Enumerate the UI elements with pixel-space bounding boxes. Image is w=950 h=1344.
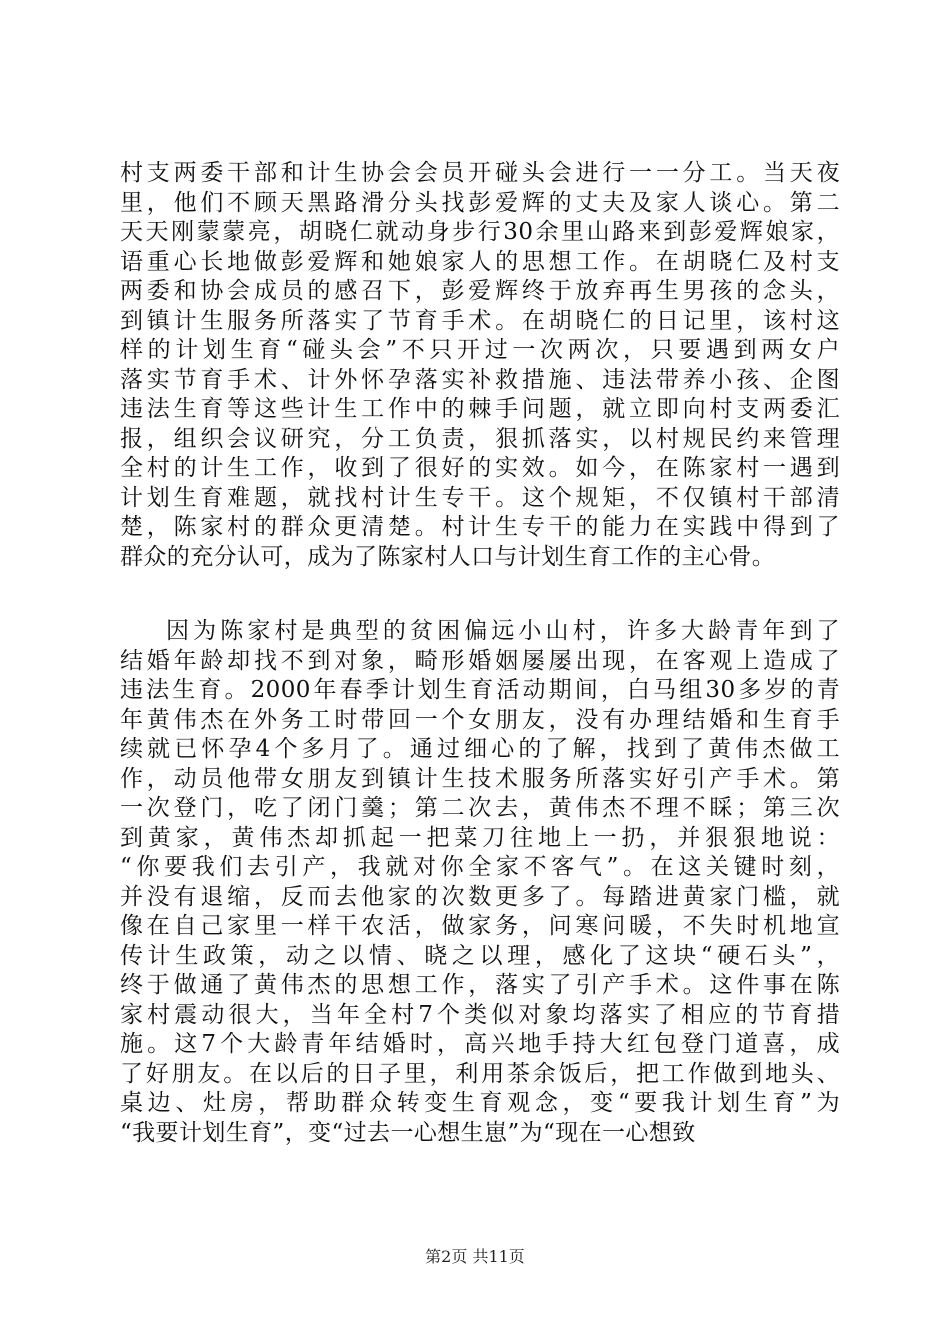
text-line: 群众的充分认可，成为了陈家村人口与计划生育工作的主心骨。 xyxy=(120,543,776,570)
text-line: 村支两委干部和计生协会会员开碰头会进行一一分工。当天夜 xyxy=(120,160,840,186)
text-line: 传计生政策，动之以情、晓之以理，感化了这块“硬石头”， xyxy=(120,942,840,969)
text-line: “你要我们去引产，我就对你全家不客气”。在这关键时刻， xyxy=(120,854,840,880)
paragraph-2 xyxy=(120,617,840,1148)
text-line: 样的计划生育“碰头会”不只开过一次两次，只要遇到两女户 xyxy=(120,337,840,363)
text-line: 里，他们不顾天黑路滑分头找彭爱辉的丈夫及家人谈心。第二 xyxy=(120,189,840,216)
text-line: 家村震动很大，当年全村7个类似对象均落实了相应的节育措 xyxy=(120,1001,840,1028)
text-line: 天天刚蒙蒙亮，胡晓仁就动身步行30余里山路来到彭爱辉娘家， xyxy=(120,219,840,245)
text-line: 终于做通了黄伟杰的思想工作，落实了引产手术。这件事在陈 xyxy=(120,972,840,998)
text-line: 像在自己家里一样干农活，做家务，问寒问暖，不失时机地宣 xyxy=(120,913,840,939)
text-line: 施。这7个大龄青年结婚时，高兴地手持大红包登门道喜，成 xyxy=(120,1031,840,1057)
text-line: 语重心长地做彭爱辉和她娘家人的思想工作。在胡晓仁及村支 xyxy=(120,248,840,275)
text-line: 一次登门，吃了闭门羹；第二次去，黄伟杰不理不睬；第三次 xyxy=(120,795,840,821)
text-line: 全村的计生工作，收到了很好的实效。如今，在陈家村一遇到 xyxy=(120,455,840,481)
text-line: 落实节育手术、计外怀孕落实补救措施、违法带养小孩、企图 xyxy=(120,366,840,393)
text-line: 违法生育等这些计生工作中的棘手问题，就立即向村支两委汇 xyxy=(120,396,840,422)
text-line: 了好朋友。在以后的日子里，利用茶余饭后，把工作做到地头、 xyxy=(120,1060,840,1087)
text-line: 计划生育难题，就找村计生专干。这个规矩，不仅镇村干部清 xyxy=(120,484,840,511)
text-line: 作，动员他带女朋友到镇计生技术服务所落实好引产手术。第 xyxy=(120,765,840,792)
text-line: 桌边、灶房，帮助群众转变生育观念，变“要我计划生育”为 xyxy=(120,1090,840,1116)
text-line: 违法生育。2000年春季计划生育活动期间，白马组30多岁的青 xyxy=(120,677,840,703)
text-line: 结婚年龄却找不到对象，畸形婚姻屡屡出现，在客观上造成了 xyxy=(120,647,840,674)
text-line: 到黄家，黄伟杰却抓起一把菜刀往地上一扔，并狠狠地说： xyxy=(120,824,840,851)
text-line: 续就已怀孕4个多月了。通过细心的了解，找到了黄伟杰做工 xyxy=(120,736,840,762)
text-line: 年黄伟杰在外务工时带回一个女朋友，没有办理结婚和生育手 xyxy=(120,706,840,733)
text-line: 到镇计生服务所落实了节育手术。在胡晓仁的日记里，该村这 xyxy=(120,307,840,334)
text-line: “我要计划生育”，变“过去一心想生崽”为“现在一心想致 xyxy=(120,1119,696,1146)
text-line: 两委和协会成员的感召下，彭爱辉终于放弃再生男孩的念头， xyxy=(120,278,840,304)
text-line: 报，组织会议研究，分工负责，狠抓落实，以村规民约来管理 xyxy=(120,425,840,452)
text-line: 因为陈家村是典型的贫困偏远小山村，许多大龄青年到了 xyxy=(166,618,840,644)
text-line: 楚，陈家村的群众更清楚。村计生专干的能力在实践中得到了 xyxy=(120,514,840,540)
page-footer: 第2页 共11页 xyxy=(425,1247,525,1266)
text-line: 并没有退缩，反而去他家的次数更多了。每踏进黄家门槛，就 xyxy=(120,883,840,910)
paragraph-1 xyxy=(120,159,840,572)
